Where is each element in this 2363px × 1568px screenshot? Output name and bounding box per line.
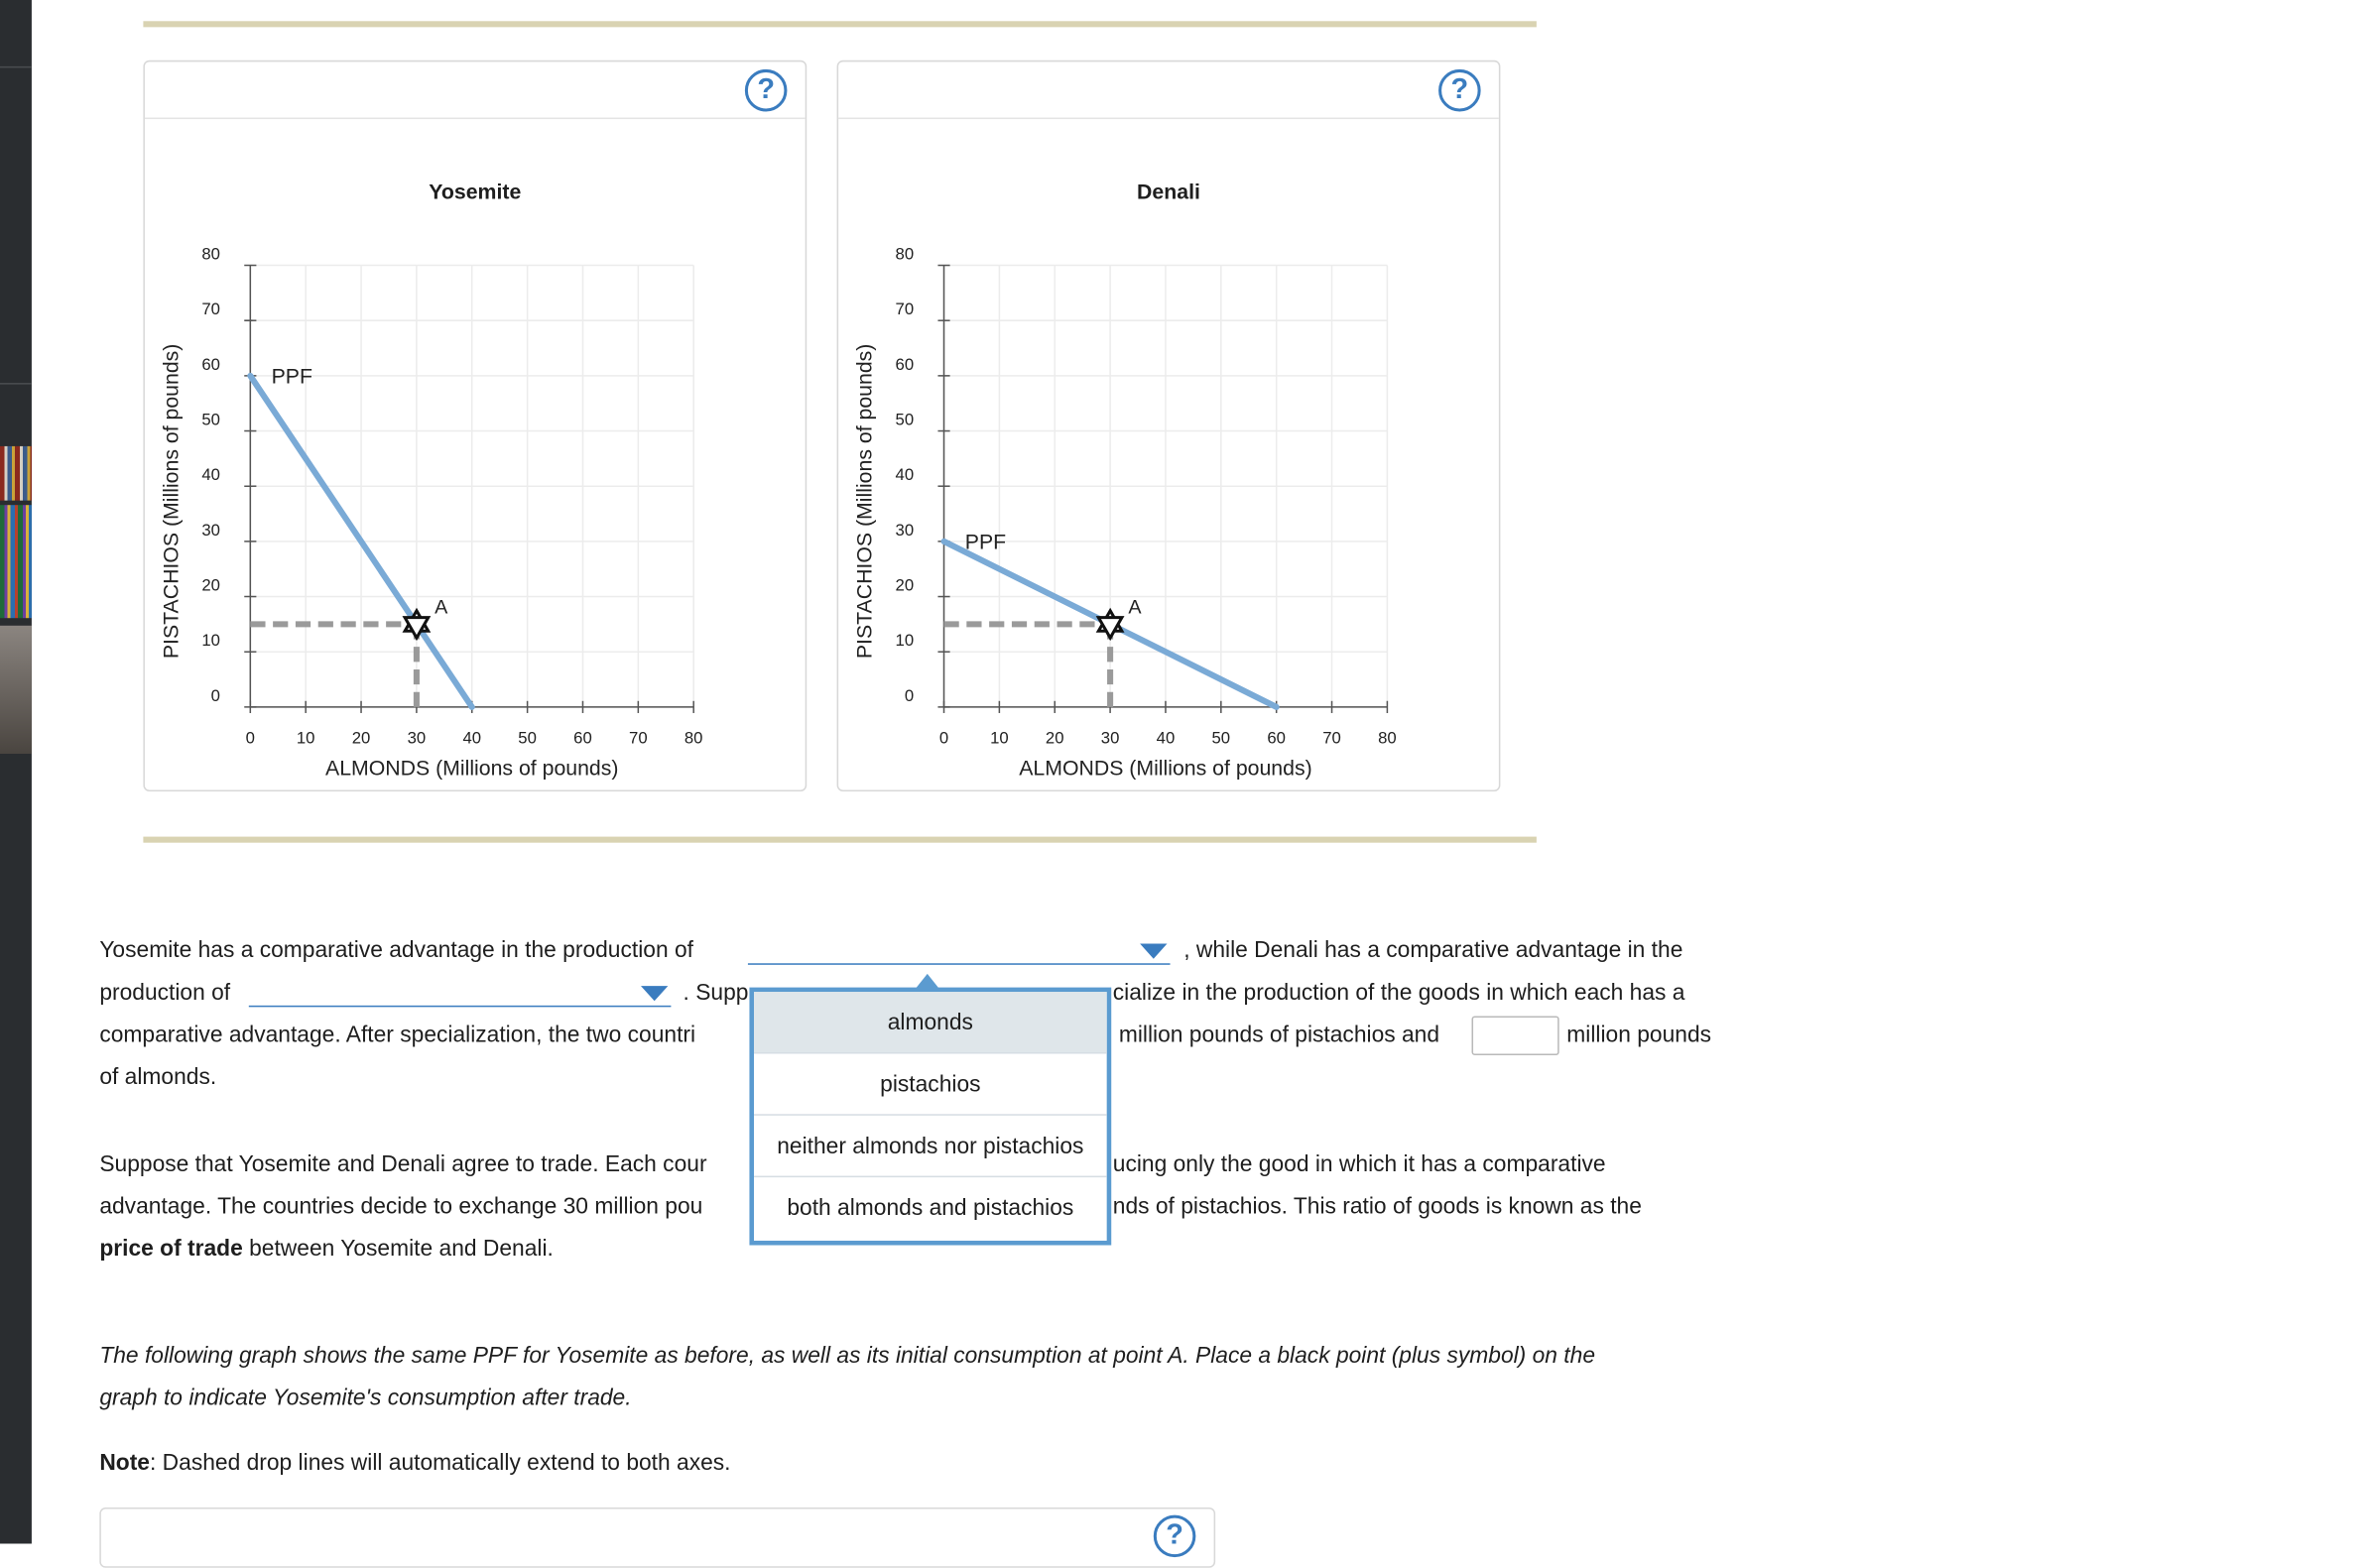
advantage-select-denali[interactable] [249, 977, 672, 1007]
top-rule [143, 21, 1536, 27]
advantage-select-yosemite[interactable] [748, 934, 1171, 964]
pistachios-total-input[interactable] [1472, 1016, 1559, 1055]
x-tick-label: 60 [1267, 728, 1286, 748]
x-tick-label: 80 [684, 728, 703, 748]
rail-divider [0, 383, 32, 385]
note-label: Note [99, 1450, 151, 1477]
y-axis-label: PISTACHIOS (Millions of pounds) [159, 343, 184, 660]
bottom-rule [143, 837, 1536, 843]
q1-text: . Supp [683, 980, 749, 1006]
q2-text [99, 1229, 554, 1271]
help-icon[interactable]: ? [1438, 69, 1481, 112]
x-tick-label: 30 [407, 728, 427, 748]
y-tick-label: 70 [201, 300, 220, 319]
left-rail [0, 0, 32, 1543]
y-tick-label: 40 [201, 465, 220, 485]
q3-note [99, 1443, 730, 1486]
dropdown-option-neither[interactable]: neither almonds nor pistachios [754, 1116, 1107, 1177]
x-tick-label: 50 [1211, 728, 1231, 748]
q1-text: million pounds [1566, 1022, 1712, 1048]
denali-chart[interactable] [838, 61, 1502, 792]
y-tick-label: 40 [895, 465, 915, 485]
y-tick-label: 70 [895, 300, 915, 319]
x-axis-label: ALMONDS (Millions of pounds) [325, 756, 619, 781]
q2-text: nds of pistachios. This ratio of goods is known as the [1112, 1193, 1642, 1220]
x-tick-label: 40 [462, 728, 482, 748]
dropdown-option-both[interactable]: both almonds and pistachios [787, 1195, 1074, 1222]
background-bookshelf [0, 446, 32, 501]
x-tick-label: 20 [1045, 728, 1064, 748]
chevron-down-icon [1140, 944, 1167, 959]
y-tick-label: 50 [201, 410, 220, 429]
y-tick-label: 50 [895, 410, 915, 429]
q1-text: cialize in the production of the goods in which each has a [1112, 980, 1685, 1006]
point-a-star-icon[interactable] [1098, 611, 1122, 638]
y-axis-label: PISTACHIOS (Millions of pounds) [852, 343, 877, 660]
chart-title: Yosemite [429, 179, 522, 204]
x-tick-label: 40 [1156, 728, 1176, 748]
y-tick-label: 80 [895, 244, 915, 264]
y-tick-label: 0 [210, 685, 220, 705]
q1-text: million pounds of pistachios and [1118, 1022, 1440, 1048]
q2-text-rest: between Yosemite and Denali. [242, 1236, 554, 1263]
consumption-graph-panel [99, 1508, 1215, 1568]
y-tick-label: 0 [904, 685, 915, 705]
x-axis-label: ALMONDS (Millions of pounds) [1019, 756, 1312, 781]
x-tick-label: 20 [351, 728, 371, 748]
help-icon[interactable]: ? [1154, 1515, 1196, 1558]
q2-text: ucing only the good in which it has a comparative [1112, 1151, 1606, 1178]
q3-instruction: The following graph shows the same PPF for Yosemite as before, as well as its initial consumption at point A. Place a black point (plus symbol) on the [99, 1343, 1596, 1370]
help-icon[interactable]: ? [745, 69, 788, 112]
point-label: A [1128, 596, 1142, 619]
background-bookshelf [0, 505, 32, 618]
q2-text: advantage. The countries decide to exchange 30 million pou [99, 1193, 703, 1220]
q1-text: of almonds. [99, 1064, 217, 1090]
yosemite-chart[interactable] [145, 61, 808, 792]
y-tick-label: 30 [895, 520, 915, 540]
note-text: : Dashed drop lines will automatically extend to both axes. [150, 1450, 731, 1477]
x-tick-label: 80 [1378, 728, 1397, 748]
point-label: A [435, 596, 448, 619]
ppf-label: PPF [271, 364, 312, 389]
background-photo [0, 626, 32, 754]
chart-title: Denali [1137, 179, 1200, 204]
y-tick-label: 60 [201, 354, 220, 374]
advantage-dropdown-menu [749, 988, 1111, 1246]
yosemite-graph-panel [143, 60, 807, 791]
dropdown-caret-icon [916, 974, 939, 989]
y-tick-label: 80 [201, 244, 220, 264]
ppf-label: PPF [964, 530, 1007, 554]
x-tick-label: 0 [938, 728, 949, 748]
denali-graph-panel [837, 60, 1501, 791]
x-tick-label: 10 [990, 728, 1009, 748]
chevron-down-icon [641, 986, 668, 1001]
y-tick-label: 60 [895, 354, 915, 374]
x-tick-label: 50 [518, 728, 537, 748]
y-tick-label: 10 [895, 631, 915, 651]
y-tick-label: 20 [895, 575, 915, 595]
q1-text: Yosemite has a comparative advantage in the production of [99, 937, 694, 964]
y-tick-label: 10 [201, 631, 220, 651]
rail-divider [0, 66, 32, 68]
x-tick-label: 70 [629, 728, 648, 748]
dropdown-option-almonds[interactable]: almonds [754, 992, 1107, 1053]
x-tick-label: 30 [1100, 728, 1120, 748]
x-tick-label: 10 [296, 728, 315, 748]
x-tick-label: 60 [573, 728, 592, 748]
x-tick-label: 70 [1322, 728, 1341, 748]
x-tick-label: 0 [245, 728, 255, 748]
q1-text: , while Denali has a comparative advantage in the [1183, 937, 1683, 964]
q2-text: Suppose that Yosemite and Denali agree to trade. Each cour [99, 1151, 707, 1178]
q3-instruction: graph to indicate Yosemite's consumption after trade. [99, 1385, 632, 1411]
q1-text: comparative advantage. After specialization, the two countri [99, 1022, 696, 1048]
y-tick-label: 20 [201, 575, 220, 595]
dropdown-option-pistachios[interactable]: pistachios [754, 1053, 1107, 1115]
price-of-trade-term: price of trade [99, 1236, 243, 1263]
q1-text: production of [99, 980, 231, 1006]
y-tick-label: 30 [201, 520, 220, 540]
